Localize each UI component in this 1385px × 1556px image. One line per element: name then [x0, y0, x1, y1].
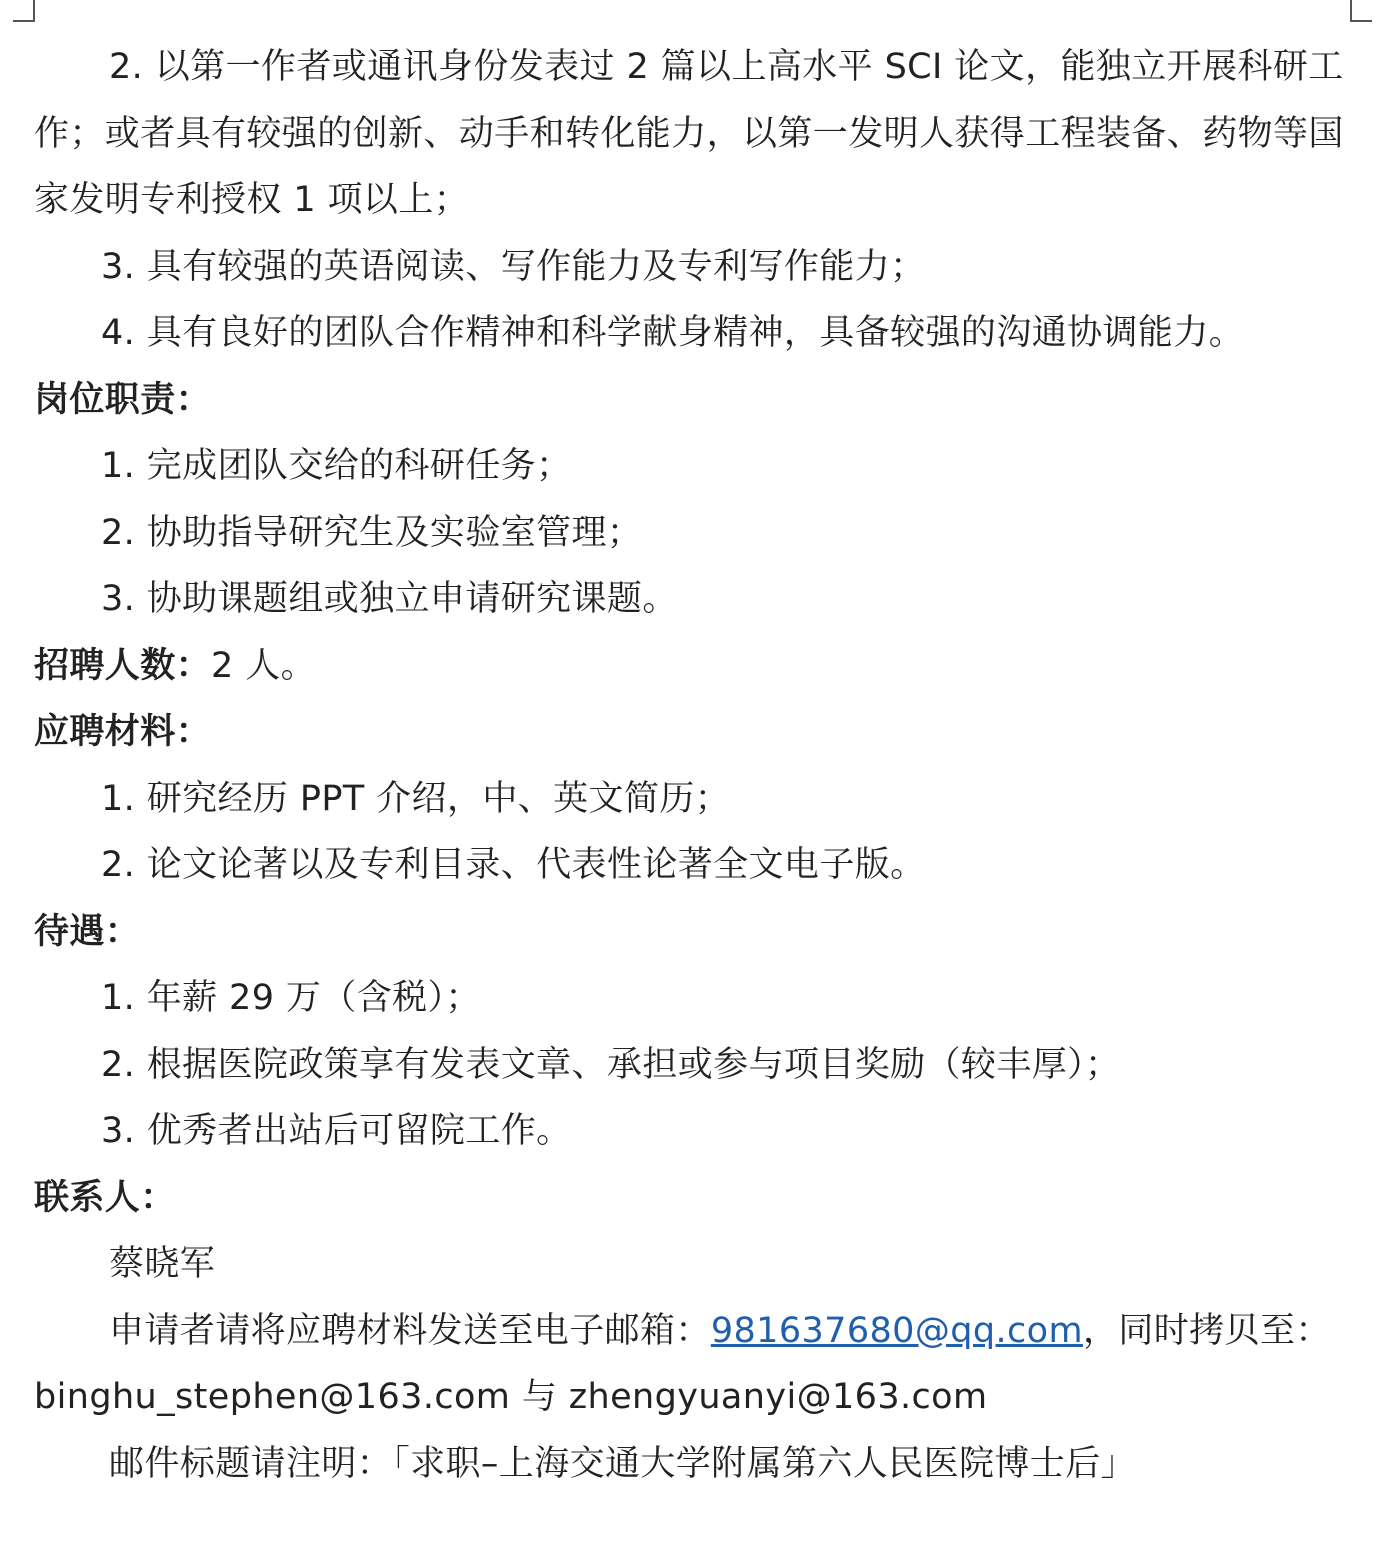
- contact-heading: 联系人：: [34, 1177, 176, 1218]
- contact-email-suffix: ，同时拷贝至：binghu_stephen@163.com 与 zhengyuanyi@163.com: [34, 1310, 1331, 1417]
- benefit-item-2: 2. 根据医院政策享有发表文章、承担或参与项目奖励（较丰厚）；: [101, 1044, 1121, 1085]
- material-item-2: 2. 论文论著以及专利目录、代表性论著全文电子版。: [101, 845, 926, 885]
- requirement-item-2: 2. 以第一作者或通讯身份发表过 2 篇以上高水平 SCI 论文，能独立开展科研工作；或者具有较强的创新、动手和转化能力，以第一发明人获得工程装备、药物等国家发明专利授权 1 项以上；: [34, 47, 1344, 220]
- headcount-heading: 招聘人数：: [34, 645, 212, 686]
- duty-item-1: 1. 完成团队交给的科研任务；: [101, 446, 572, 486]
- document-body: [34, 34, 1354, 1497]
- material-item-1: 1. 研究经历 PPT 介绍，中、英文简历；: [101, 778, 731, 819]
- benefit-item-3: 3. 优秀者出站后可留院工作。: [101, 1111, 572, 1151]
- email-subject-note: 邮件标题请注明：「求职–上海交通大学附属第六人民医院博士后」: [109, 1443, 1137, 1484]
- requirement-item-4: 4. 具有良好的团队合作精神和科学献身精神，具备较强的沟通协调能力。: [101, 313, 1245, 353]
- benefit-item-1: 1. 年薪 29 万（含税）；: [101, 978, 481, 1018]
- contact-email-prefix: 申请者请将应聘材料发送至电子邮箱：: [109, 1310, 711, 1351]
- contact-email-paragraph: [34, 1298, 1354, 1431]
- duties-heading: 岗位职责：: [34, 379, 212, 420]
- benefits-heading: 待遇：: [34, 911, 141, 952]
- page-corner-mark-right: [1350, 0, 1372, 22]
- duty-item-2: 2. 协助指导研究生及实验室管理；: [101, 512, 643, 553]
- contact-name: 蔡晓军: [109, 1244, 216, 1284]
- requirement-item-3: 3. 具有较强的英语阅读、写作能力及专利写作能力；: [101, 246, 926, 287]
- headcount-line: [34, 633, 1354, 700]
- contact-email-link[interactable]: 981637680@qq.com: [710, 1310, 1083, 1351]
- materials-heading: 应聘材料：: [34, 712, 212, 752]
- headcount-value: 2 人。: [211, 645, 317, 686]
- duty-item-3: 3. 协助课题组或独立申请研究课题。: [101, 579, 678, 619]
- page-corner-mark-left: [13, 0, 35, 22]
